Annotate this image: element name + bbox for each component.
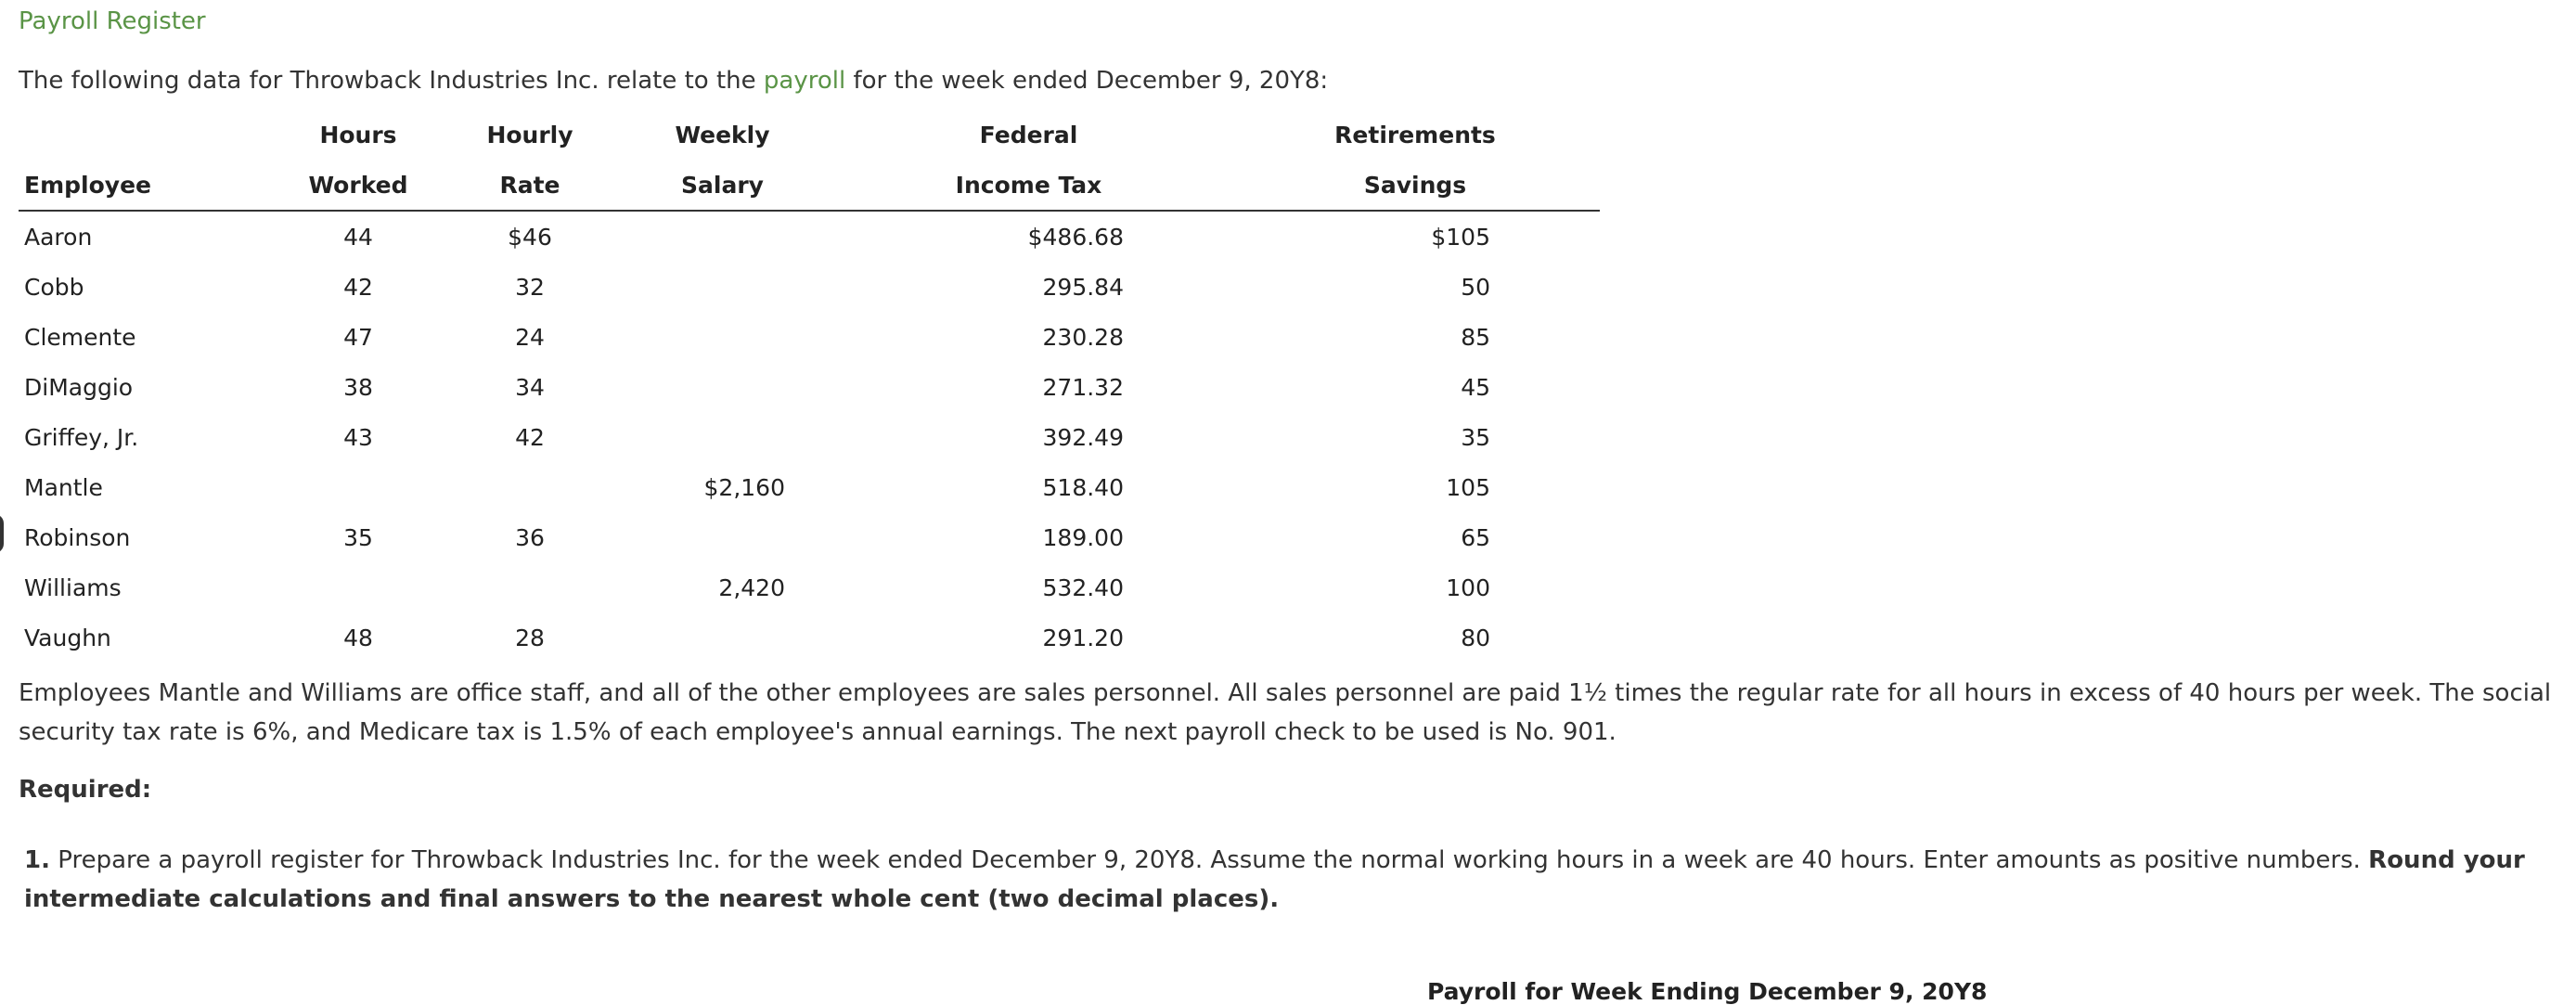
cell-employee: Vaughn (24, 624, 111, 651)
cell-salary: 2,420 (718, 573, 785, 601)
table-row (19, 412, 1600, 462)
intro-text-before: The following data for Throwback Industries Inc. relate to the (19, 67, 764, 95)
cell-employee: Williams (24, 573, 122, 601)
cell-hours: 42 (343, 273, 373, 301)
cell-employee: Griffey, Jr. (24, 423, 139, 451)
header-top-hours: Hours (319, 121, 397, 148)
table-row (19, 262, 1600, 312)
cell-fed-tax: 189.00 (1042, 523, 1124, 551)
cell-rate: $46 (508, 223, 552, 251)
cell-fed-tax: 271.32 (1042, 373, 1124, 401)
cell-salary (618, 362, 827, 412)
cell-savings: $105 (1431, 223, 1490, 251)
cell-fed-tax: 392.49 (1042, 423, 1124, 451)
cell-fed-tax: $486.68 (1027, 223, 1124, 251)
header-employee: Employee (19, 160, 275, 211)
cell-hours: 44 (343, 223, 373, 251)
cell-savings: 80 (1461, 624, 1490, 651)
table-row (19, 362, 1600, 412)
cell-employee: Aaron (24, 223, 93, 251)
cell-salary (618, 262, 827, 312)
header-income-tax: Income Tax (827, 160, 1230, 211)
cell-employee: Mantle (24, 473, 103, 501)
requirement-rounding-note: Round your intermediate calculations and final answers to the nearest whole cent (two decimal places). (24, 846, 2525, 913)
table-header-row-bottom (19, 160, 1600, 211)
cell-rate: 34 (515, 373, 545, 401)
cell-savings: 85 (1461, 323, 1490, 351)
cell-savings: 50 (1461, 273, 1490, 301)
header-top-rate: Hourly (486, 121, 573, 148)
header-top-retirements: Retirements (1334, 121, 1496, 148)
cell-rate: 24 (515, 323, 545, 351)
requirement-number: 1. (24, 846, 50, 874)
scroll-edge-marker (0, 514, 4, 553)
cell-employee: Clemente (24, 323, 136, 351)
cell-fed-tax: 230.28 (1042, 323, 1124, 351)
cell-salary (618, 412, 827, 462)
cell-savings: 35 (1461, 423, 1490, 451)
assumptions-paragraph: Employees Mantle and Williams are office staff, and all of the other employees are sales personnel. All sales personnel are paid 1½ times the regular rate for all hours in excess of 40 hours per week. The social security tax rate is 6%, and Medicare tax is 1.5% of each employee's annual earnings. The next payroll check to be used is No. 901. (19, 679, 2552, 746)
cell-rate: 42 (515, 423, 545, 451)
table-row (19, 612, 1600, 663)
header-rate: Rate (442, 160, 618, 211)
table-row (19, 512, 1600, 562)
cell-rate: 36 (515, 523, 545, 551)
header-savings: Savings (1230, 160, 1600, 211)
required-heading: Required: (19, 776, 152, 804)
cell-savings: 100 (1446, 573, 1490, 601)
table-row (19, 462, 1600, 512)
cell-fed-tax: 295.84 (1042, 273, 1124, 301)
payroll-glossary-link[interactable]: payroll (763, 67, 846, 95)
cell-hours: 43 (343, 423, 373, 451)
table-row (19, 312, 1600, 362)
cell-fed-tax: 518.40 (1042, 473, 1124, 501)
table-header-row-top (19, 110, 1600, 160)
payroll-register-title: Payroll for Week Ending December 9, 20Y8 (1427, 978, 1988, 1005)
cell-salary (618, 312, 827, 362)
cell-rate (442, 462, 618, 512)
header-top-federal: Federal (979, 121, 1078, 148)
table-row (19, 562, 1600, 612)
header-salary: Salary (618, 160, 827, 211)
cell-hours: 48 (343, 624, 373, 651)
table-row (19, 211, 1600, 262)
intro-sentence (19, 67, 1328, 95)
cell-rate: 32 (515, 273, 545, 301)
cell-salary: $2,160 (703, 473, 785, 501)
cell-hours (275, 562, 442, 612)
cell-hours (275, 462, 442, 512)
cell-employee: Cobb (24, 273, 84, 301)
header-top-salary: Weekly (675, 121, 770, 148)
cell-hours: 38 (343, 373, 373, 401)
cell-salary (618, 512, 827, 562)
cell-salary (618, 211, 827, 262)
cell-hours: 47 (343, 323, 373, 351)
cell-rate: 28 (515, 624, 545, 651)
cell-fed-tax: 291.20 (1042, 624, 1124, 651)
intro-text-after: for the week ended December 9, 20Y8: (845, 67, 1329, 95)
cell-rate (442, 562, 618, 612)
cell-savings: 45 (1461, 373, 1490, 401)
page-title: Payroll Register (19, 7, 206, 35)
header-top-employee (19, 110, 275, 160)
header-worked: Worked (275, 160, 442, 211)
cell-fed-tax: 532.40 (1042, 573, 1124, 601)
requirement-1 (24, 841, 2557, 919)
cell-hours: 35 (343, 523, 373, 551)
requirement-text: Prepare a payroll register for Throwback Industries Inc. for the week ended December 9, 20Y8. Assume the normal working hours in a week are 40 hours. Enter amounts as positive numbers. (49, 846, 2369, 874)
employee-data-table (19, 110, 1600, 663)
cell-employee: DiMaggio (24, 373, 134, 401)
cell-savings: 105 (1446, 473, 1490, 501)
cell-savings: 65 (1461, 523, 1490, 551)
cell-salary (618, 612, 827, 663)
cell-employee: Robinson (24, 523, 131, 551)
